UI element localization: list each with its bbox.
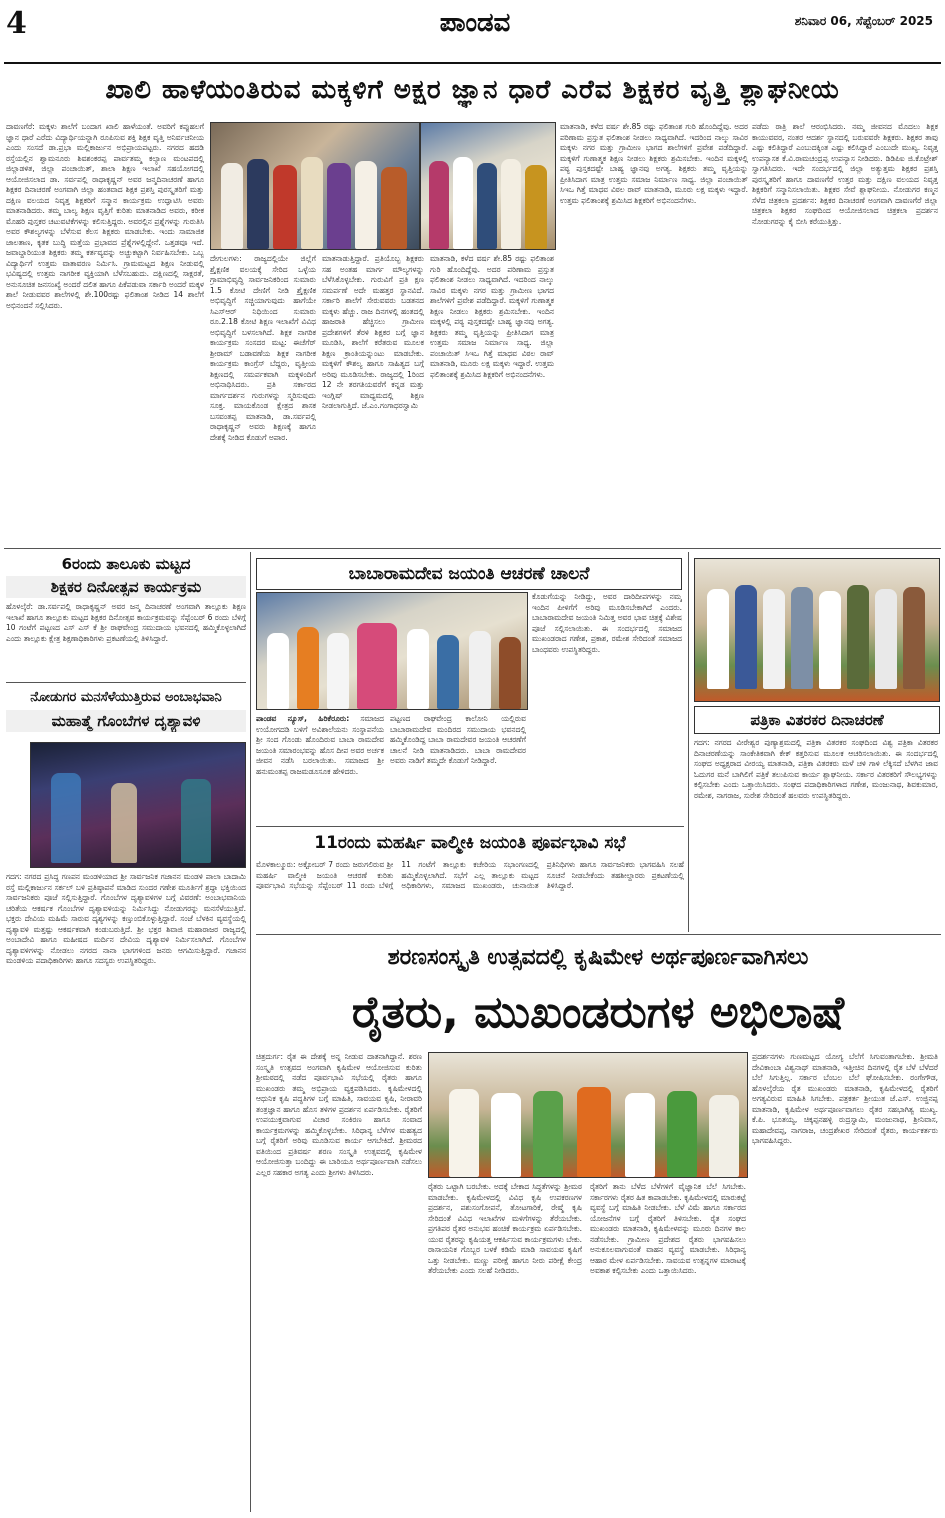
top-story-col-4: ಮಾತನಾಡಿ, ಕಳೆದ ವರ್ಷ ಶೇ.85 ರಷ್ಟು ಫಲಿತಾಂಶ ಗುರಿ ಹೊಂದಿದ್ದೆವು. ಅದರ ಪರಿಣಾಮ ಪ್ರಸ್ತುತ ಫಲಿತಾಂಶ ನೀಡಲು ಸಾಧ್ಯವಾಗಿದೆ. ಇದರಿಂದ ನಾಲ್ಕು ಸಾವಿರ ಮಕ್ಕಳು ನಗರ ಮತ್ತು ಗ್ರಾಮೀಣ ಭಾಗದ ಶಾಲೆಗಳಿಗೆ ಪ್ರವೇಶ ಪಡೆದಿದ್ದಾರೆ. ಮಕ್ಕಳಿಗೆ ಗುಣಾತ್ಮಕ ಶಿಕ್ಷಣ ನೀಡಲು ಶಿಕ್ಷಕರು ಶ್ರಮಿಸಬೇಕು. ಇಂದಿನ ಮಕ್ಕಳಲ್ಲಿ ಪಠ್ಯ ಪುಸ್ತಕದಷ್ಟೇ ಬಾಹ್ಯ ಜ್ಞಾನವು ಅಗತ್ಯ. ಶಿಕ್ಷಕರು ತಮ್ಮ ವೃತ್ತಿಯನ್ನು ಪ್ರೀತಿಸಿದಾಗ ಮಾತ್ರ ಉತ್ತಮ ಸಮಾಜ ನಿರ್ಮಾಣ ಸಾಧ್ಯ. ಜಿಲ್ಲಾ ಪಂಚಾಯಿತ್ ಸಿಇಒ ಗಿತ್ತೆ ಮಾಧವ ವಿಠಲ ರಾವ್ ಮಾತನಾಡಿ, ಮೂರು ಲಕ್ಷ ಮಕ್ಕಳು ಇದ್ದಾರೆ. ಉತ್ತಮ ಫಲಿತಾಂಶಕ್ಕೆ ಶ್ರಮಿಸಿದ ಶಿಕ್ಷಕರಿಗೆ ಅಭಿನಂದನೆಗಳು.	[560, 122, 748, 205]
teachers-program-text: ಹೊಳಲ್ಕೆರೆ: ಡಾ.ಸರ್ವಪಲ್ಲಿ ರಾಧಾಕೃಷ್ಣನ್ ಅವರ ಜನ್ಮ ದಿನಾಚರಣೆ ಅಂಗವಾಗಿ ತಾಲ್ಲೂಕು ಶಿಕ್ಷಣ ಇಲಾಖೆ ಹಾಗೂ ತಾಲ್ಲೂಕು ಮಟ್ಟದ ಶಿಕ್ಷಕರ ದಿನೋತ್ಸವ ಕಾರ್ಯಕ್ರಮವನ್ನು ಸೆಪ್ಟೆಂಬರ್ 6 ರಂದು ಬೆಳಿಗ್ಗೆ 10 ಗಂಟೆಗೆ ಪಟ್ಟಣದ ಎಸ್ ಎಸ್ ಕೆ ಶ್ರೀ ರಾಘವೇಂದ್ರ ಸಮುದಾಯ ಭವನದಲ್ಲಿ ಹಮ್ಮಿಕೊಳ್ಳಲಾಗಿದೆ ಎಂದು ತಾಲ್ಲೂಕು ಕ್ಷೇತ್ರ ಶಿಕ್ಷಣಾಧಿಕಾರಿಗಳು ಪ್ರಕಟಣೆಯಲ್ಲಿ ತಿಳಿಸಿದ್ದಾರೆ.	[6, 602, 246, 643]
page-number: 4	[6, 6, 27, 41]
farmers-col-4: ಪ್ರದರ್ಶನಗಳು ಗುಣಮಟ್ಟದ ಯೋಗ್ಯ ಬೆಲೆಗೆ ಸಿಗುವಂತಾಗಬೇಕು. ಶ್ರೀಮತಿ ದೇವಿಕಾಂಬಾ ವಿಶ್ವನಾಥ್ ಮಾತನಾಡಿ, ಇತ್ತೀಚಿನ ದಿನಗಳಲ್ಲಿ ರೈತ ಬೆಳೆ ಬೆಳೆದರೆ ಬೆಲೆ ಸಿಗುತ್ತಿಲ್ಲ. ಸರ್ಕಾರ ಬೆಂಬಲ ಬೆಲೆ ಘೋಷಿಸಬೇಕು. ರಂಗೇಗೌಡ, ಹೊಳಲ್ಕೆರೆಯ ರೈತ ಮುಖಂಡರು ಮಾತನಾಡಿ, ಕೃಷಿಮೇಳದಲ್ಲಿ ರೈತರಿಗೆ ಅಗತ್ಯವಿರುವ ಮಾಹಿತಿ ಸಿಗಬೇಕು. ಪತ್ರಕರ್ತ ಶ್ರೀಯುತ ಜೆ.ಎಸ್. ಉಜ್ಜಿನಪ್ಪ ಮಾತನಾಡಿ, ಕೃಷಿಮೇಳ ಅರ್ಥಪೂರ್ಣವಾಗಲು ರೈತರ ಸಹಭಾಗಿತ್ವ ಮುಖ್ಯ. ಕೆ.ಪಿ. ಭೂತಯ್ಯ, ಚಿಕ್ಕಪ್ಪನಹಳ್ಳಿ ರುದ್ರಸ್ವಾಮಿ, ಮಂಜುನಾಥ, ಶ್ರೀನಿವಾಸ, ಮಹಾದೇವಪ್ಪ, ನಾಗರಾಜ, ಚಂದ್ರಶೇಖರ ಸೇರಿದಂತೆ ರೈತರು, ಕಾರ್ಯಕರ್ತರು ಭಾಗವಹಿಸಿದ್ದರು.	[752, 1052, 938, 1145]
babaramdev-headline: ಬಾಬಾರಾಮದೇವ ಜಯಂತಿ ಆಚರಣೆ ಚಾಲನೆ	[256, 558, 682, 590]
babaramdev-col-2: ಪಟ್ಟಣದ ರಾಘವೇಂದ್ರ ಕಾಲೋನಿ ಯಲ್ಲಿರುವ ಬಾಬಾರಾಮದೇವ ಮಂದಿರದ ಸಮುದಾಯ ಭವನದಲ್ಲಿ ಹಮ್ಮಿಕೊಂಡಿದ್ದ ಬಾಬಾ ರಾಮದೇವರ ಜಯಂತಿ ಆಚರಣೆಗೆ ಚಾಲನೆ ನೀಡಿ ಮಾತನಾಡಿದರು. ಬಾಬಾ ರಾಮದೇವರ ಅವರು ನಾಡಿಗೆ ತಮ್ಮದೇ ಕೊಡುಗೆ ನೀಡಿದ್ದಾರೆ.	[390, 714, 526, 765]
top-story-col-3b: ಮಾತನಾಡಿ, ಕಳೆದ ವರ್ಷ ಶೇ.85 ರಷ್ಟು ಫಲಿತಾಂಶ ಗುರಿ ಹೊಂದಿದ್ದೆವು. ಅದರ ಪರಿಣಾಮ ಪ್ರಸ್ತುತ ಫಲಿತಾಂಶ ನೀಡಲು ಸಾಧ್ಯವಾಗಿದೆ. ಇದರಿಂದ ನಾಲ್ಕು ಸಾವಿರ ಮಕ್ಕಳು ನಗರ ಮತ್ತು ಗ್ರಾಮೀಣ ಭಾಗದ ಶಾಲೆಗಳಿಗೆ ಪ್ರವೇಶ ಪಡೆದಿದ್ದಾರೆ. ಮಕ್ಕಳಿಗೆ ಗುಣಾತ್ಮಕ ಶಿಕ್ಷಣ ನೀಡಲು ಶಿಕ್ಷಕರು ಶ್ರಮಿಸಬೇಕು. ಇಂದಿನ ಮಕ್ಕಳಲ್ಲಿ ಪಠ್ಯ ಪುಸ್ತಕದಷ್ಟೇ ಬಾಹ್ಯ ಜ್ಞಾನವು ಅಗತ್ಯ. ಶಿಕ್ಷಕರು ತಮ್ಮ ವೃತ್ತಿಯನ್ನು ಪ್ರೀತಿಸಿದಾಗ ಮಾತ್ರ ಉತ್ತಮ ಸಮಾಜ ನಿರ್ಮಾಣ ಸಾಧ್ಯ. ಜಿಲ್ಲಾ ಪಂಚಾಯಿತ್ ಸಿಇಒ ಗಿತ್ತೆ ಮಾಧವ ವಿಠಲ ರಾವ್ ಮಾತನಾಡಿ, ಮೂರು ಲಕ್ಷ ಮಕ್ಕಳು ಇದ್ದಾರೆ. ಉತ್ತಮ ಫಲಿತಾಂಶಕ್ಕೆ ಶ್ರಮಿಸಿದ ಶಿಕ್ಷಕರಿಗೆ ಅಭಿನಂದನೆಗಳು.	[430, 254, 554, 379]
farmers-col-1: ಚಿತ್ರದುರ್ಗ: ರೈತ ಈ ದೇಶಕ್ಕೆ ಅನ್ನ ನೀಡುವ ದಾತನಾಗಿದ್ದಾನೆ. ಶರಣ ಸಂಸ್ಕೃತಿ ಉತ್ಸವದ ಅಂಗವಾಗಿ ಕೃಷಿಮೇಳ ಆಯೋಜಿಸುವ ಕುರಿತು ಶ್ರೀಮಠದಲ್ಲಿ ನಡೆದ ಪೂರ್ವಭಾವಿ ಸಭೆಯಲ್ಲಿ ರೈತರು ಹಾಗೂ ಮುಖಂಡರು ತಮ್ಮ ಅಭಿಪ್ರಾಯ ವ್ಯಕ್ತಪಡಿಸಿದರು. ಕೃಷಿಮೇಳದಲ್ಲಿ ಆಧುನಿಕ ಕೃಷಿ ಪದ್ಧತಿಗಳ ಬಗ್ಗೆ ಮಾಹಿತಿ, ಸಾವಯವ ಕೃಷಿ, ನೀರಾವರಿ ತಂತ್ರಜ್ಞಾನ ಹಾಗೂ ಹೊಸ ತಳಿಗಳ ಪ್ರದರ್ಶನ ಏರ್ಪಡಿಸಬೇಕು. ರೈತರಿಗೆ ಉಪಯುಕ್ತವಾಗುವ ವಿಚಾರ ಸಂಕಿರಣ ಹಾಗೂ ಸಂವಾದ ಕಾರ್ಯಕ್ರಮಗಳನ್ನು ಹಮ್ಮಿಕೊಳ್ಳಬೇಕು. ಸಿರಿಧಾನ್ಯ ಬೆಳೆಗಳ ಮಹತ್ವದ ಬಗ್ಗೆ ರೈತರಿಗೆ ಅರಿವು ಮೂಡಿಸುವ ಕಾರ್ಯ ಆಗಬೇಕಿದೆ. ಶ್ರೀಮಠದ ವತಿಯಿಂದ ಪ್ರತಿವರ್ಷ ಶರಣ ಸಂಸ್ಕೃತಿ ಉತ್ಸವದಲ್ಲಿ ಕೃಷಿಮೇಳ ಆಯೋಜಿಸುತ್ತಾ ಬಂದಿದ್ದು ಈ ಬಾರಿಯೂ ಅರ್ಥಪೂರ್ಣವಾಗಿ ನಡೆಸಲು ಎಲ್ಲರ ಸಹಕಾರ ಅಗತ್ಯ ಎಂದು ಶ್ರೀಗಳು ತಿಳಿಸಿದರು.	[256, 1052, 422, 1177]
section-divider-3	[256, 826, 684, 827]
column-rule-left	[250, 552, 251, 1512]
section-divider-1	[4, 548, 941, 549]
distributors-headline: ಪತ್ರಿಕಾ ವಿತರಕರ ದಿನಾಚರಣೆ	[694, 706, 940, 734]
doll-story-text: ಗದಗ: ನಗರದ ಪ್ರಸಿದ್ಧ ಗಣಪನ ಮಂಡಳಿಯಾದ ಶ್ರೀ ಸಾರ್ವಜನಿಕ ಗಜಾನನ ಮಂಡಳಿ ಪಾಲಾ ಬಾದಾಮಿ ರಸ್ತೆ ಮಲ್ಲಿಕಾರ್ಜುನ ಸರ್ಕಲ್ ಬಳಿ ಪ್ರತಿಷ್ಠಾಪನೆ ಮಾಡಿದ ಸುಂದರ ಗಣೇಶ ಮೂರ್ತಿಗೆ ಶ್ರದ್ಧಾ ಭಕ್ತಿಯಿಂದ ಸಾರ್ವಜನಿಕರು ಪೂಜೆ ಸಲ್ಲಿಸುತ್ತಿದ್ದಾರೆ. ಗೊಂಬೆಗಳ ದೃಶ್ಯಾವಳಿಗಳ ಬಗ್ಗೆ ವಿವರಣೆ: ಅಂಬಾಭವಾನಿಯ ಚರಿತೆಯ ಆಕರ್ಷಕ ಗೊಂಬೆಗಳ ದೃಶ್ಯಾವಳಿಯನ್ನು ನಿರ್ಮಿಸಿದ್ದು ನೋಡುಗರನ್ನು ಮನಸೆಳೆಯುತ್ತಿವೆ. ಭಕ್ತರು ದೇವಿಯ ಮಹಿಮೆ ಸಾರುವ ದೃಶ್ಯಗಳನ್ನು ಕಣ್ತುಂಬಿಕೊಳ್ಳುತ್ತಿದ್ದಾರೆ. ಸಂಜೆ ಬೆಳಕಿನ ವ್ಯವಸ್ಥೆಯಲ್ಲಿ ದೃಶ್ಯಾವಳಿ ಮತ್ತಷ್ಟು ಆಕರ್ಷಕವಾಗಿ ಕಂಡುಬರುತ್ತಿದೆ. ಶ್ರೀ ಭಕ್ತರ ಶಿವಾಜಿ ಮಹಾರಾಜರ ರಾಜ್ಯದಲ್ಲಿ ಅಂಬಾದೇವಿ ಹಾಗೂ ಮಹೀಷದ ಮರ್ದಿನ ದೇವಿಯ ದೃಶ್ಯಾವಳಿ ನಿರ್ಮಿಸಲಾಗಿದೆ. ಗೊಂಬೆಗಳ ದೃಶ್ಯಾವಳಿಗಳನ್ನು ನೋಡಲು ನಗರದ ನಾನಾ ಭಾಗಗಳಿಂದ ಜನರು ಆಗಮಿಸುತ್ತಿದ್ದಾರೆ. ಗಜಾನನ ಮಂಡಳಿಯ ಪದಾಧಿಕಾರಿಗಳು ಹಾಗೂ ಸದಸ್ಯರು ಉಪಸ್ಥಿತರಿದ್ದರು.	[6, 872, 246, 965]
teachers-day-photo-2	[420, 122, 556, 250]
distributors-text: ಗದಗ: ನಗರದ ವೀರೇಶ್ವರ ಪುಣ್ಯಾಶ್ರಮದಲ್ಲಿ ಪತ್ರಿಕಾ ವಿತರಕರ ಸಂಘದಿಂದ ವಿಶ್ವ ಪತ್ರಿಕಾ ವಿತರಕರ ದಿನಾಚರಣೆಯನ್ನು ಸಾಂಕೇತಿಕವಾಗಿ ಕೇಕ್ ಕತ್ತರಿಸುವ ಮೂಲಕ ಆಚರಿಸಲಾಯಿತು. ಈ ಸಂದರ್ಭದಲ್ಲಿ ಸಂಘದ ಅಧ್ಯಕ್ಷರಾದ ವೀರಯ್ಯ ಮಾತನಾಡಿ, ಪತ್ರಿಕಾ ವಿತರಕರು ಮಳೆ ಚಳಿ ಗಾಳಿ ಲೆಕ್ಕಿಸದೆ ಬೆಳಗಿನ ಜಾವ ಓದುಗರ ಮನೆ ಬಾಗಿಲಿಗೆ ಪತ್ರಿಕೆ ತಲುಪಿಸುವ ಕಾರ್ಯ ಶ್ಲಾಘನೀಯ. ಸರ್ಕಾರ ವಿತರಕರಿಗೆ ಸೌಲಭ್ಯಗಳನ್ನು ಕಲ್ಪಿಸಬೇಕು ಎಂದು ಒತ್ತಾಯಿಸಿದರು. ಸಂಘದ ಪದಾಧಿಕಾರಿಗಳಾದ ಗಣೇಶ, ಮಂಜುನಾಥ, ಶಿವಕುಮಾರ, ರಮೇಶ, ನಾಗರಾಜ, ಸುರೇಶ ಸೇರಿದಂತೆ ಹಲವರು ಉಪಸ್ಥಿತರಿದ್ದರು.	[694, 738, 938, 800]
farmers-headline: ರೈತರು, ಮುಖಂಡರುಗಳ ಅಭಿಲಾಷೆ	[351, 987, 845, 1038]
column-rule-right	[688, 552, 689, 932]
header-rule	[4, 62, 941, 64]
babaramdev-byline: ಪಾಂಡವ ನ್ಯೂಸ್, ಹಿರಿಕೆರೂರು:	[256, 714, 350, 723]
valmiki-headline: 11ರಂದು ಮಹರ್ಷಿ ವಾಲ್ಮೀಕಿ ಜಯಂತಿ ಪೂರ್ವಭಾವಿ ಸಭೆ	[314, 833, 626, 853]
babaramdev-col-3: ಕೊಡುಗೆಯನ್ನು ನೀಡಿದ್ದು, ಅವರ ದಾರಿದೀಪಗಳನ್ನು ನಮ್ಮ ಇಂದಿನ ಪೀಳಿಗೆಗೆ ಅರಿವು ಮೂಡಿಸಬೇಕಾಗಿದೆ ಎಂದರು. ಬಾಬಾರಾಮದೇವ ಜಯಂತಿ ನಿಮಿತ್ತ ಅವರ ಭಾವ ಚಿತ್ರಕ್ಕೆ ವಿಶೇಷ ಪೂಜೆ ಸಲ್ಲಿಸಲಾಯಿತು. ಈ ಸಂದರ್ಭದಲ್ಲಿ ಸಮಾಜದ ಮುಖಂಡರಾದ ಗಣೇಶ, ಪ್ರಕಾಶ, ರಮೇಶ ಸೇರಿದಂತೆ ಸಮಾಜದ ಬಾಂಧವರು ಉಪಸ್ಥಿತರಿದ್ದರು.	[532, 592, 682, 654]
farmers-col-2: ರೈತರು ಒಟ್ಟಾಗಿ ಬರಬೇಕು. ಅದಕ್ಕೆ ಬೇಕಾದ ಸಿದ್ಧತೆಗಳನ್ನು ಶ್ರೀಮಠ ಮಾಡಬೇಕು. ಕೃಷಿಮೇಳದಲ್ಲಿ ವಿವಿಧ ಕೃಷಿ ಉಪಕರಣಗಳ ಪ್ರದರ್ಶನ, ಪಶುಸಂಗೋಪನೆ, ತೋಟಗಾರಿಕೆ, ರೇಷ್ಮೆ ಕೃಷಿ ಸೇರಿದಂತೆ ವಿವಿಧ ಇಲಾಖೆಗಳ ಮಳಿಗೆಗಳನ್ನು ತೆರೆಯಬೇಕು. ಪ್ರಗತಿಪರ ರೈತರ ಅನುಭವ ಹಂಚಿಕೆ ಕಾರ್ಯಕ್ರಮ ಏರ್ಪಡಿಸಬೇಕು. ಯುವ ರೈತರನ್ನು ಕೃಷಿಯತ್ತ ಆಕರ್ಷಿಸುವ ಕಾರ್ಯಕ್ರಮಗಳು ಬೇಕು. ರಾಸಾಯನಿಕ ಗೊಬ್ಬರ ಬಳಕೆ ಕಡಿಮೆ ಮಾಡಿ ಸಾವಯವ ಕೃಷಿಗೆ ಒತ್ತು ನೀಡಬೇಕು. ಮಣ್ಣು ಪರೀಕ್ಷೆ ಹಾಗೂ ನೀರು ಪರೀಕ್ಷೆ ಕೇಂದ್ರ ತೆರೆಯಬೇಕು ಎಂದು ಸಲಹೆ ನೀಡಿದರು.	[428, 1182, 582, 1275]
farmers-kicker: ಶರಣಸಂಸ್ಕೃತಿ ಉತ್ಸವದಲ್ಲಿ ಕೃಷಿಮೇಳ ಅರ್ಥಪೂರ್ಣವಾಗಿಸಲು	[387, 945, 809, 970]
teachers-program-headline-2: ಶಿಕ್ಷಕರ ದಿನೋತ್ಸವ ಕಾರ್ಯಕ್ರಮ	[6, 576, 246, 598]
doll-story-headline-2: ಮಹಾತ್ಮೆ ಗೊಂಬೆಗಳ ದೃಶ್ಯಾವಳಿ	[6, 710, 246, 732]
top-story-col-5: ಪಡೆದು ರಾತ್ರಿ ಶಾಲೆ ಆರಂಭಿಸಿದರು. ನಮ್ಮ ಜೀವನದ ಮೊದಲು ಶಿಕ್ಷಕ ಕಾಯುವವರ, ನಂತರ ಆದರ್ಶ ಸ್ಥಾನದಲ್ಲಿ ಬರುವವರೇ ಶಿಕ್ಷಕರು. ಶಿಕ್ಷಕರ ತಾವು ಎಷ್ಟು ಕಲಿತಿದ್ದಾರೆ ಎಂಬುದಕ್ಕಿಂತ ಎಷ್ಟು ಕಲಿಸಿದ್ದಾರೆ ಎಂಬುದೇ ಮುಖ್ಯ. ನಿವೃತ್ತ ಉಪನ್ಯಾಸಕ ಕೆ.ವಿ.ರಾಮಚಂದ್ರಪ್ಪ ಉಪನ್ಯಾಸ ನೀಡಿದರು. ಡಿಡಿಪಿಐ ಜಿ.ಕೊಟ್ರೇಶ್ ಸ್ವಾಗತಿಸಿದರು. ಇದೇ ಸಂದರ್ಭದಲ್ಲಿ ಜಿಲ್ಲಾ ಅತ್ಯುತ್ತಮ ಶಿಕ್ಷಕರ ಪ್ರಶಸ್ತಿ ಪುರಸ್ಕೃತರಿಗೆ ಹಾಗೂ ದಾವಣಗೆರೆ ಉತ್ತರ ಮತ್ತು ದಕ್ಷಿಣ ವಲಯದ ನಿವೃತ್ತ ಶಿಕ್ಷಕರಿಗೆ ಸನ್ಮಾನಿಸಲಾಯಿತು. ಶಿಕ್ಷಕರ ಸೇವೆ ಶ್ಲಾಘನೀಯ. ನೋಡುಗರ ಕಣ್ಮನ ಸೆಳೆದ ಚಿತ್ರಕಲಾ ಪ್ರದರ್ಶನ: ಶಿಕ್ಷಕರ ದಿನಾಚರಣೆ ಅಂಗವಾಗಿ ದಾವಣಗೆರೆ ಜಿಲ್ಲಾ ಚಿತ್ರಕಲಾ ಶಿಕ್ಷಕರ ಸಂಘದಿಂದ ಆಯೋಜಿಸಲಾದ ಚಿತ್ರಕಲಾ ಪ್ರದರ್ಶನ ನೋಡುಗರನ್ನು ಕೈ ಬೀಸಿ ಕರೆಯುತ್ತಿತ್ತು.	[752, 122, 938, 226]
section-divider-2	[6, 682, 246, 683]
distributors-photo	[694, 558, 940, 702]
babaramdev-col-1	[256, 714, 384, 824]
section-divider-4	[256, 934, 941, 935]
top-story-col-2: ದೇಗುಲಗಳು: ರಾಜ್ಯದಲ್ಲಿಯೇ ಜಿಲ್ಲೆಗೆ ಶ್ರೈಕ್ಷಣಿಕ ವಲಯಕ್ಕೆ ಸೇರಿದ ಒಳ್ಳೆಯ ಗ್ರಾಮಾಭಿವೃದ್ಧಿ ಸಾರ್ವಜನಿಕರಿಂದ ಸುಮಾರು 1.5 ಕೋಟಿ ದೇಣಿಗೆ ನೀಡಿ ಶ್ರೈಕ್ಷಣಿಕ ಅಭಿವೃದ್ಧಿಗೆ ಸಚ್ಚಿಯಾಗುವುದು ಹಾಗೆಯೇ ಸಿಎಸ್‌ಆರ್ ನಿಧಿಯಿಂದ ಸುಮಾರು ರೂ.2.18 ಕೋಟಿ ಶಿಕ್ಷಣ ಇಲಾಖೆಗೆ ವಿವಿಧ ಅಭಿವೃದ್ಧಿಗೆ ಬಳಸಲಾಗಿದೆ. ಶಿಕ್ಷಕ ನಾಗರಿಕ ಕಾರ್ಯಕ್ರಮ ಸಂಸದರ ಮಟ್ಟ: ಈಚೆಗೆರ್ ಶ್ರೀರಾಮ್ ಬಡಾವಣೆಯ ಶಿಕ್ಷಕ ನಾಗರೀಕ ಕಾರ್ಯಕ್ರಮ ಕಾಂಗ್ರೆಸ್ ಬೆದ್ದರು, ವೃತ್ತೀಯ ಶಿಕ್ಷಣದಲ್ಲಿ ಸಮರ್ಪಕವಾಗಿ ಮಕ್ಕಳಿಂದಿಗೆ ಅಭಿನಾಥಿಸಿದರು. ಪ್ರತಿ ಸರ್ಕಾರದ ಮಾರ್ಗದರ್ಶನ ಗುರುಗಳನ್ನು ಸ್ಮರಿಸುವುದು ಸೂಕ್ತ. ಮಾಯಕೊಂಡ ಕ್ಷೇತ್ರದ ಶಾಸಕ ಬಸವಂತಪ್ಪ ಮಾತನಾಡಿ, ಡಾ.ಸರ್ವಪಲ್ಲಿ ರಾಧಾಕೃಷ್ಣನ್ ಅವರು ಶಿಕ್ಷಣಕ್ಕೆ ಹಾಗೂ ದೇಶಕ್ಕೆ ನೀಡಿದ ಕೊಡುಗೆ ಅಪಾರ.	[210, 254, 316, 442]
babaramdev-col-1-text: ಸಮಾಜದ ಉಯೋಗದಡಿ ಬಳಿಗೆ ಅವಿಶಾಲೆಯನು ಸಂಸ್ಥಾಪನೆಯ ಶ್ರೀ ಸಂದ ಗೊಂಡು ಹೊಂದಿರುವ ಬಾಬಾ ರಾಮದೇವ ಜಯಂತಿ ಸಮಾರಂಭವನ್ನು ಹೊಸ ದೀಪ ಅವರ ಅರ್ಚಕ ಜೀವನ ನಡೆಸಿ ಬರಲಾಯಿತು. ಸಮಾಜದ ಶ್ರೀ ಹನುಮಂತಪ್ಪ ರಾಜಮಡೂಸೂಕ ಹೇಳಿದರು.	[256, 714, 384, 776]
babaramdev-photo	[256, 592, 528, 710]
top-story-col-1: ದಾವಣಗೆರೆ: ಮಕ್ಕಳು ಶಾಲೆಗೆ ಬಂದಾಗ ಖಾಲಿ ಹಾಳೆಯಂತೆ. ಅವರಿಗೆ ಕಪ್ಪುಹಲಗೆ ಜ್ಞಾನ ಧಾರೆ ಎರೆದು ವಿದ್ಯಾರ್ಥಿಯನ್ನಾಗಿ ರೂಪಿಸುವ ಶಕ್ತಿ ಶಿಕ್ಷಕ ವೃತ್ತಿ ಅನಿರ್ವಚನೀಯ ಎಂದು ಸಂಸದೆ ಡಾ.ಪ್ರಭಾ ಮಲ್ಲಿಕಾರ್ಜುನ ಅಭಿಪ್ರಾಯಪಟ್ಟರು. ನಗರದ ಹದಡಿ ರಸ್ತೆಯಲ್ಲಿನ ಶ್ವಾಮನೂರು ಶಿವಶಂಕರಪ್ಪ ಪಾರ್ವತಮ್ಮ ಕಲ್ಯಾಣ ಮಂಟಪದಲ್ಲಿ ಜಿಲ್ಲಾಡಳಿತ, ಜಿಲ್ಲಾ ಪಂಚಾಯಿತ್, ಶಾಲಾ ಶಿಕ್ಷಣ ಇಲಾಖೆ ಸಹಯೋಗದಲ್ಲಿ ಆಯೋಜಿಸಲಾದ ಡಾ. ಸರ್ವಪಲ್ಲಿ ರಾಧಾಕೃಷ್ಣನ್ ಅವರ ಜನ್ಮದಿನಾಚರಣೆ ಹಾಗೂ ಶಿಕ್ಷಕರ ದಿನಾಚರಣೆ ಅಂಗವಾಗಿ ಜಿಲ್ಲಾ ಹಂತವಾದ ಶಿಕ್ಷಕ ಪ್ರಶಸ್ತಿ ಪುರಸ್ಕೃತರಿಗೆ ಮತ್ತು ದಕ್ಷಿಣ ವಲಯದ ನಿವೃತ್ತ ಶಿಕ್ಷಕರಿಗೆ ಸನ್ಮಾನ ಕಾರ್ಯಕ್ರಮ ಉದ್ಘಾಟಿಸಿ ಅವರು ಮಾತನಾಡಿದರು. ತಮ್ಮ ಬಾಲ್ಯ ಶಿಕ್ಷಣ ವೃತ್ತಿಗೆ ಕುರಿತು ಮಾತನಾಡಿದ ಅವರು, ಕರೀಕ ಮೊಹರಿ ಪುಸ್ತಕರ ಚಟುವಟಿಕೆಗಳನ್ನು ಕಲಿಸುತ್ತಿದ್ದರು. ಅವರಲ್ಲಿನ ಪ್ರಶ್ನೆಗಳನ್ನು ಗುರುತಿಸಿ ಅವರ ಕೌಶಲ್ಯಗಳನ್ನು ಬೆಳೆಸುವ ಕೆಲಸ ಶಿಕ್ಷಕರು ಮಾಡಬೇಕು. ಇಂದು ಸಾಮಾಜಿಕ ಜಾಲತಾಣ, ಕೃತಕ ಬುದ್ಧಿ ಮತ್ತೆಯ ಪ್ರಭಾವದ ಪ್ರೆಶ್ನೆಗಳಲ್ಲಿದ್ದೇನೆ. ಒತ್ತಡವೂ ಇದೆ. ಜವಾಬ್ದಾರಿಯುತ ಶಿಕ್ಷಕರು ತಮ್ಮ ಕರ್ತವ್ಯವನ್ನು ಅಚ್ಚುಕಟ್ಟಾಗಿ ನಿರ್ವಹಿಸಬೇಕು. ಒಬ್ಬ ವಿದ್ಯಾರ್ಥಿಗೆ ಉತ್ತಮ ವಾತಾವರಣ ನಿರ್ಮಿಸಿ. ಗ್ರಾಮಮಟ್ಟದ ಶಿಕ್ಷಣ ನೀಡುವಲ್ಲಿ ಭವಿಷ್ಯದಲ್ಲಿ ಉತ್ತಮ ನಾಗರೀಕ ವ್ಯಕ್ತಿಯಾಗಿ ಬೆಳೆಸಬಹುದು. ದಕ್ಷಿಣದಲ್ಲಿ ಸಾಕ್ಷರತೆ, ಅನುಸೂಚಿತ ಜನಸಂಖ್ಯೆ ಅಂದರೆ ದಲಿತ ಹಾಗೂ ಪಿಕೆಪಡುವಾ ಸರ್ಕಾರಿ ಅಂದರೆ ಮಕ್ಕಳ ಶಾಲೆ ನೀಡುವವರ ಶಾಲೆಗಳಲ್ಲಿ ಶೇ.100ರಷ್ಟು ಫಲಿತಾಂಶ ನೀಡಿದ 14 ಶಾಲೆಗೆ ಅಭಿನಂದನೆ ಸಲ್ಲಿಸಿದರು.	[6, 122, 204, 310]
masthead-logo: ಪಾಂಡವ	[439, 8, 511, 38]
doll-display-photo	[30, 742, 246, 868]
top-story-col-3: ಮಾತನಾಡುತ್ತಿದ್ದಾರೆ. ಪ್ರತಿಯೊಬ್ಬ ಶಿಕ್ಷಕರು ಸಹ ಅಂತಹ ಮಾರ್ಗ ಮೌಲ್ಯಗಳನ್ನು ಬೆಳೆಸಿಕೊಳ್ಳಬೇಕು. ಗುರುವಿಗೆ ಪ್ರತಿ ಕ್ಷಣ ಸಮರ್ಪಣೆ ಅದೇ ಮಹತ್ತರ ಸ್ಥಾನವಿದೆ. ಸರ್ಕಾರಿ ಶಾಲೆಗೆ ಸೇರುವವರು ಬಡತನದ ಮಕ್ಕಳು ಹೆಚ್ಚು. ರಾಜ ದಿನಗಳಲ್ಲಿ ಹಂತದಲ್ಲಿ ಹಾಜರಾತಿ ಹೆಚ್ಚಿಸಲು ಗ್ರಾಮೀಣ ಪ್ರದೇಶಗಳಿಗೆ ತೆರಳಿ ಶಿಕ್ಷಕರ ಬಗ್ಗೆ ಜ್ಞಾನ ಮೂಡಿಸಿ, ಶಾಲೆಗೆ ಕರೆತರುವ ಮೂಲಕ ಶಿಕ್ಷಣ ಕ್ರಾಂತಿಯನ್ನುಂಟು ಮಾಡಬೇಕು. ಮಕ್ಕಳಿಗೆ ಕೌಶಲ್ಯ ಹಾಗೂ ಸಾಹಿತ್ಯದ ಬಗ್ಗೆ ಅರಿವು ಮೂಡಿಸಬೇಕು. ರಾಜ್ಯದಲ್ಲಿ 1ರಿಂದ 12 ನೇ ತರಗತಿಯವರೆಗೆ ಕನ್ನಡ ಮತ್ತು ಇಂಗ್ಲಿಷ್ ಮಾಧ್ಯಮದಲ್ಲಿ ಶಿಕ್ಷಣ ನೀಡಲಾಗುತ್ತಿದೆ. ಜೆ.ಎಂ.ಗಂಗಾಧರಸ್ವಾಮಿ	[322, 254, 424, 410]
issue-date: ಶನಿವಾರ 06, ಸೆಪ್ಟೆಂಬರ್ 2025	[794, 14, 933, 28]
teachers-program-headline-1: 6ರಂದು ತಾಲೂಕು ಮಟ್ಟದ	[61, 555, 191, 573]
farmers-col-3: ರೈತರಿಗೆ ತಾನು ಬೆಳೆದ ಬೆಳೆಗಳಿಗೆ ವೈಜ್ಞಾನಿಕ ಬೆಲೆ ಸಿಗಬೇಕು. ಸರ್ಕಾರಗಳು ರೈತರ ಹಿತ ಕಾಪಾಡಬೇಕು. ಕೃಷಿಮೇಳದಲ್ಲಿ ಮಾರುಕಟ್ಟೆ ವ್ಯವಸ್ಥೆ ಬಗ್ಗೆ ಮಾಹಿತಿ ನೀಡಬೇಕು. ಬೆಳೆ ವಿಮೆ ಹಾಗೂ ಸರ್ಕಾರದ ಯೋಜನೆಗಳ ಬಗ್ಗೆ ರೈತರಿಗೆ ತಿಳಿಸಬೇಕು. ರೈತ ಸಂಘದ ಮುಖಂಡರು ಮಾತನಾಡಿ, ಕೃಷಿಮೇಳವನ್ನು ಮೂರು ದಿನಗಳ ಕಾಲ ನಡೆಸಬೇಕು. ಗ್ರಾಮೀಣ ಪ್ರದೇಶದ ರೈತರು ಭಾಗವಹಿಸಲು ಅನುಕೂಲವಾಗುವಂತೆ ವಾಹನ ವ್ಯವಸ್ಥೆ ಮಾಡಬೇಕು. ಸಿರಿಧಾನ್ಯ ಆಹಾರ ಮೇಳ ಏರ್ಪಡಿಸಬೇಕು. ಸಾವಯವ ಉತ್ಪನ್ನಗಳ ಮಾರಾಟಕ್ಕೆ ಅವಕಾಶ ಕಲ್ಪಿಸಬೇಕು ಎಂದು ಒತ್ತಾಯಿಸಿದರು.	[590, 1182, 746, 1275]
valmiki-text: ಮೊಳಕಾಲ್ಮೂರು: ಅಕ್ಟೋಬರ್ 7 ರಂದು ಜರುಗಲಿರುವ ಶ್ರೀ ಮಹರ್ಷಿ ವಾಲ್ಮೀಕಿ ಜಯಂತಿ ಆಚರಣೆ ಕುರಿತು ಪೂರ್ವಭಾವಿ ಸಭೆಯನ್ನು ಸೆಪ್ಟೆಂಬರ್ 11 ರಂದು ಬೆಳಿಗ್ಗೆ 11 ಗಂಟೆಗೆ ತಾಲ್ಲೂಕು ಕಚೇರಿಯ ಸಭಾಂಗಣದಲ್ಲಿ ಹಮ್ಮಿಕೊಳ್ಳಲಾಗಿದೆ. ಸಭೆಗೆ ಎಲ್ಲ ತಾಲ್ಲೂಕು ಮಟ್ಟದ ಅಧಿಕಾರಿಗಳು, ಸಮಾಜದ ಮುಖಂಡರು, ಚುನಾಯಿತ ಪ್ರತಿನಿಧಿಗಳು ಹಾಗೂ ಸಾರ್ವಜನಿಕರು ಭಾಗವಹಿಸಿ ಸಲಹೆ ಸೂಚನೆ ನೀಡಬೇಕೆಂದು ತಹಶೀಲ್ದಾರರು ಪ್ರಕಟಣೆಯಲ್ಲಿ ತಿಳಿಸಿದ್ದಾರೆ.	[256, 860, 684, 890]
farmers-meeting-photo	[428, 1052, 748, 1178]
top-story-headline: ಖಾಲಿ ಹಾಳೆಯಂತಿರುವ ಮಕ್ಕಳಿಗೆ ಅಕ್ಷರ ಜ್ಞಾನ ಧಾರೆ ಎರೆವ ಶಿಕ್ಷಕರ ವೃತ್ತಿ ಶ್ಲಾಘನೀಯ	[105, 75, 840, 105]
teachers-day-photo	[210, 122, 420, 250]
doll-story-headline-1: ನೋಡುಗರ ಮನಸೆಳೆಯುತ್ತಿರುವ ಅಂಬಾಭವಾನಿ	[30, 690, 222, 705]
